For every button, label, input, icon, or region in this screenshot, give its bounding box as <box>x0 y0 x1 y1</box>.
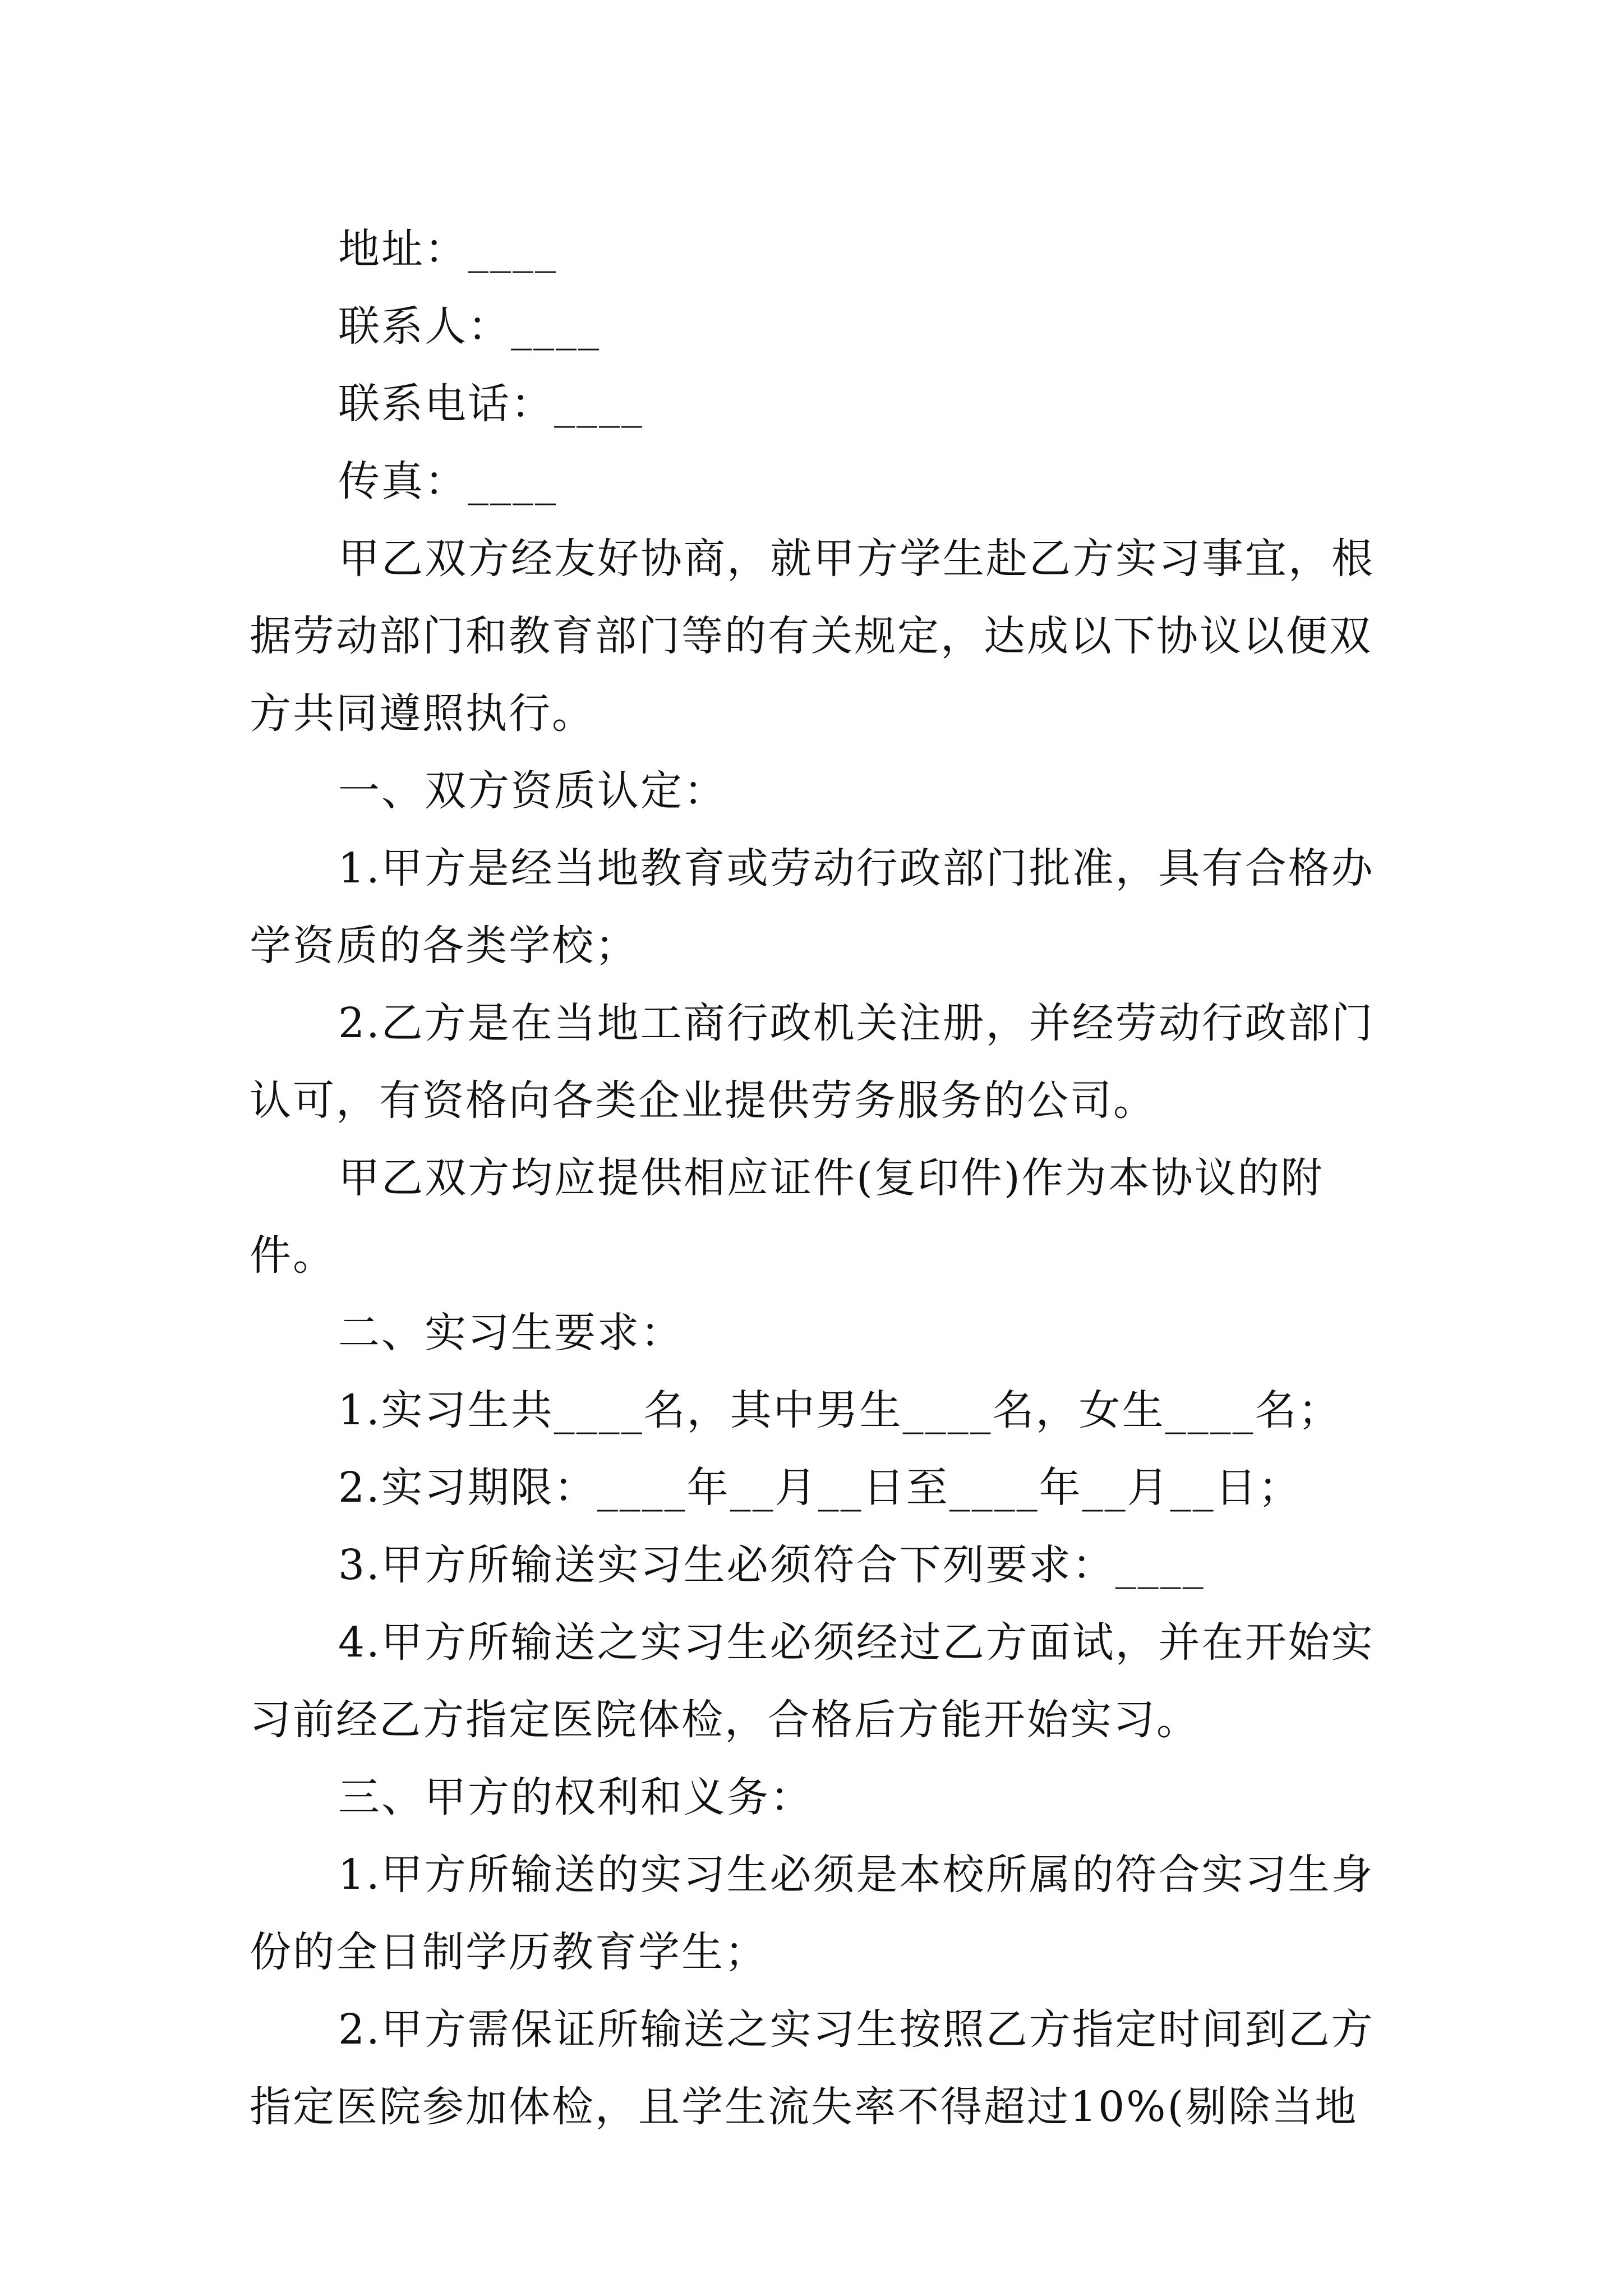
qualification-note: 甲乙双方均应提供相应证件(复印件)作为本协议的附件。 <box>250 1154 1324 1280</box>
party-a-item-2: 2.甲方需保证所输送之实习生按照乙方指定时间到乙方指定医院参加体检，且学生流失率不得超过10%(剔除当地 <box>250 2005 1375 2131</box>
requirement-item-1: 1.实习生共____名，其中男生____名，女生____名； <box>338 1386 1341 1434</box>
address-line: 地址：____ <box>338 225 557 273</box>
party-a-item-1: 1.甲方所输送的实习生必须是本校所属的符合实习生身份的全日制学历教育学生； <box>250 1851 1375 1976</box>
section-heading-qualification: 一、双方资质认定： <box>338 767 727 815</box>
fax-line: 传真：____ <box>338 457 557 505</box>
qualification-item-2: 2.乙方是在当地工商行政机关注册，并经劳动行政部门认可，有资格向各类企业提供劳务服务的公司。 <box>250 999 1375 1125</box>
section-heading-intern-requirements: 二、实习生要求： <box>338 1309 684 1357</box>
requirement-item-2: 2.实习期限：____年__月__日至____年__月__日； <box>338 1464 1302 1512</box>
document-body <box>250 210 1382 2146</box>
requirement-item-4: 4.甲方所输送之实习生必须经过乙方面试，并在开始实习前经乙方指定医院体检，合格后方能开始实习。 <box>250 1618 1375 1744</box>
qualification-item-1: 1.甲方是经当地教育或劳动行政部门批准，具有合格办学资质的各类学校； <box>250 844 1375 970</box>
requirement-item-3: 3.甲方所输送实习生必须符合下列要求：____ <box>338 1541 1205 1589</box>
intro-paragraph: 甲乙双方经友好协商，就甲方学生赴乙方实习事宜，根据劳动部门和教育部门等的有关规定，达成以下协议以便双方共同遵照执行。 <box>250 535 1375 738</box>
contact-phone-line: 联系电话：____ <box>338 380 644 428</box>
contact-person-line: 联系人：____ <box>338 302 601 351</box>
section-heading-party-a-rights: 三、甲方的权利和义务： <box>338 1773 813 1821</box>
